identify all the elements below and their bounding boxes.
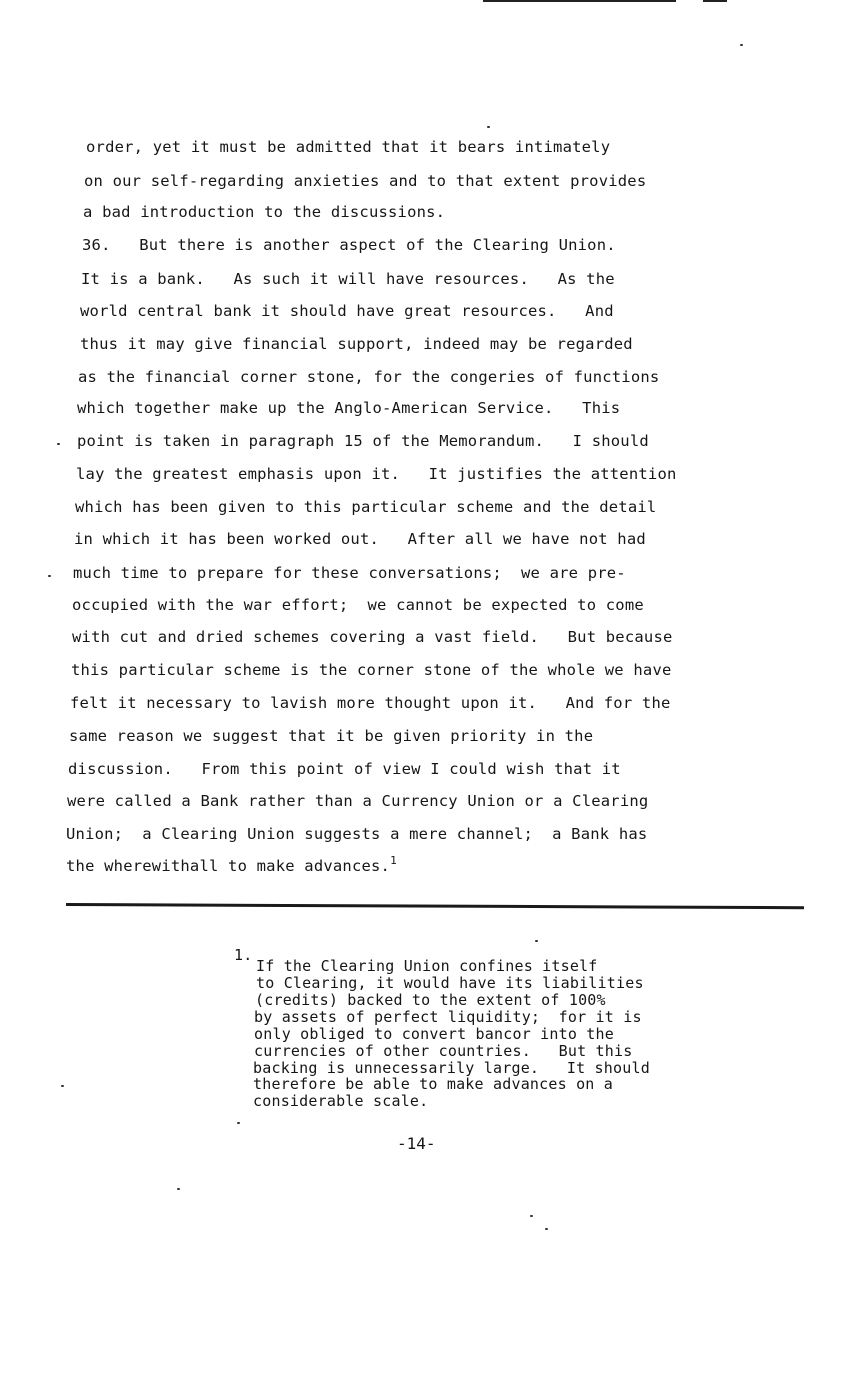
scan-speck <box>61 1085 64 1087</box>
scan-speck <box>237 1122 240 1124</box>
body-line-8: as the financial corner stone, for the congeries of functions <box>78 368 660 386</box>
footnote-line-5: only obliged to convert bancor into the <box>254 1025 614 1043</box>
scan-speck <box>48 575 51 577</box>
top-edge-rule <box>483 0 676 2</box>
body-line-14: much time to prepare for these conversations; we are pre- <box>73 564 626 582</box>
body-line-17: this particular scheme is the corner stone of the whole we have <box>71 661 672 679</box>
scan-speck <box>177 1188 180 1190</box>
footnote-separator-rule <box>66 903 804 909</box>
body-line-23 <box>66 854 397 877</box>
scan-speck <box>530 1215 533 1217</box>
body-line-6: world central bank it should have great resources. And <box>80 302 614 320</box>
body-line-19: same reason we suggest that it be given priority in the <box>69 727 594 745</box>
footnote-line-3: (credits) backed to the extent of 100% <box>255 991 606 1009</box>
footnote-line-8: therefore be able to make advances on a <box>253 1075 613 1093</box>
body-line-13: in which it has been worked out. After all we have not had <box>74 530 646 548</box>
footnote-line-6: currencies of other countries. But this <box>254 1042 633 1060</box>
footnote-line-2: to Clearing, it would have its liabilities <box>256 974 644 992</box>
scan-speck <box>487 126 490 128</box>
body-line-16: with cut and dried schemes covering a vast field. But because <box>72 628 673 646</box>
footnote-reference: 1 <box>390 854 397 867</box>
body-line-18: felt it necessary to lavish more thought upon it. And for the <box>70 694 671 712</box>
body-line-9: which together make up the Anglo-American Service. This <box>77 399 621 417</box>
body-line-23-text: the wherewithall to make advances. <box>66 857 391 875</box>
footnote-line-7: backing is unnecessarily large. It should <box>253 1059 650 1077</box>
body-line-12: which has been given to this particular scheme and the detail <box>75 498 657 516</box>
footnote-line-4: by assets of perfect liquidity; for it is <box>254 1008 642 1026</box>
body-line-21: were called a Bank rather than a Currency Union or a Clearing <box>67 792 649 810</box>
body-line-11: lay the greatest emphasis upon it. It justifies the attention <box>76 465 677 483</box>
body-line-15: occupied with the war effort; we cannot be expected to come <box>72 596 644 614</box>
body-line-22: Union; a Clearing Union suggests a mere channel; a Bank has <box>66 825 648 843</box>
body-line-7: thus it may give financial support, indeed may be regarded <box>80 335 633 353</box>
footnote-marker: 1. <box>234 946 253 964</box>
page-number: -14- <box>397 1134 436 1153</box>
body-line-3: a bad introduction to the discussions. <box>83 203 446 221</box>
scan-speck <box>740 44 743 46</box>
body-line-2: on our self-regarding anxieties and to that extent provides <box>84 172 647 190</box>
body-line-4: 36. But there is another aspect of the Clearing Union. <box>82 236 616 254</box>
body-line-5: It is a bank. As such it will have resources. As the <box>81 270 615 288</box>
body-line-1: order, yet it must be admitted that it bears intimately <box>86 138 611 156</box>
scan-speck <box>535 940 538 942</box>
footnote-line-1: If the Clearing Union confines itself <box>256 957 598 975</box>
footnote-line-9: considerable scale. <box>253 1092 429 1110</box>
top-edge-rule-short <box>703 0 727 2</box>
scan-speck <box>57 443 60 445</box>
body-line-10: point is taken in paragraph 15 of the Memorandum. I should <box>77 432 649 450</box>
body-line-20: discussion. From this point of view I could wish that it <box>68 760 621 778</box>
scan-speck <box>545 1228 548 1230</box>
